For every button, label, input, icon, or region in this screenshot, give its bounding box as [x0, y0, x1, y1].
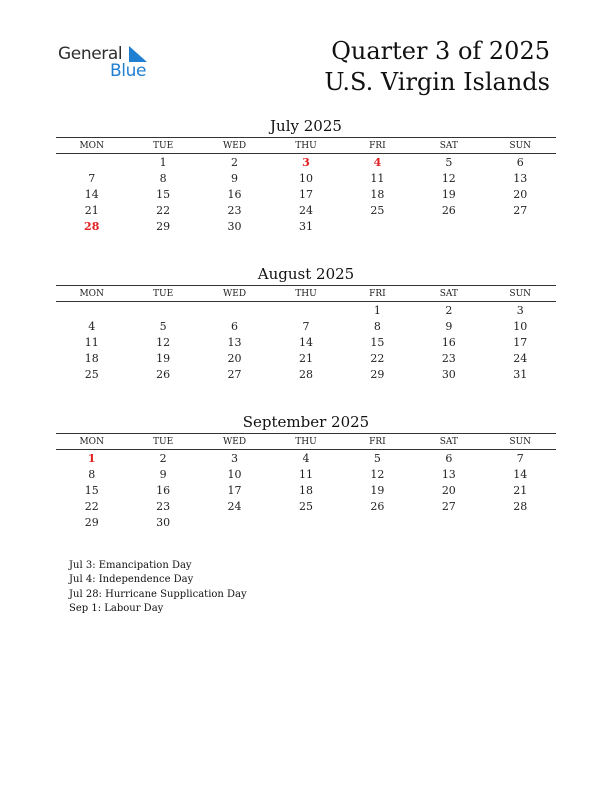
holiday-note: Jul 4: Independence Day	[69, 574, 194, 586]
day-cell: 5	[445, 155, 453, 169]
day-cell: 7	[516, 451, 524, 465]
calendar-month-july	[56, 117, 556, 234]
day-cell: 1	[373, 303, 381, 317]
weekday-label: FRI	[369, 288, 386, 299]
day-cell: 9	[159, 467, 167, 481]
generalblue-logo	[58, 44, 158, 80]
week-row	[56, 466, 556, 482]
day-cell: 21	[84, 203, 99, 217]
week-row	[56, 366, 556, 382]
weekday-label: THU	[295, 140, 317, 151]
weekday-label: THU	[295, 288, 317, 299]
day-cell: 20	[513, 187, 528, 201]
day-cell: 23	[156, 499, 171, 513]
holiday-note: Jul 28: Hurricane Supplication Day	[69, 588, 247, 600]
day-cell: 27	[227, 367, 242, 381]
weekday-label: MON	[79, 140, 104, 151]
week-row	[56, 334, 556, 350]
day-cell: 26	[441, 203, 456, 217]
day-cell: 11	[370, 171, 385, 185]
weekday-label: SAT	[439, 140, 458, 151]
week-row	[56, 450, 556, 466]
day-cell: 12	[156, 335, 171, 349]
week-row	[56, 498, 556, 514]
day-cell: 3	[302, 155, 310, 169]
day-cell: 21	[298, 351, 313, 365]
day-cell: 23	[227, 203, 242, 217]
logo-text-general: General	[58, 44, 123, 64]
calendar-month-september	[56, 413, 556, 530]
weekday-label: WED	[223, 140, 247, 151]
day-cell: 2	[159, 451, 167, 465]
day-cell: 9	[445, 319, 453, 333]
week-row	[56, 186, 556, 202]
day-cell: 18	[370, 187, 385, 201]
day-cell: 14	[84, 187, 99, 201]
day-cell: 10	[298, 171, 313, 185]
day-cell: 20	[441, 483, 456, 497]
logo-text-blue: Blue	[110, 61, 147, 81]
day-cell: 14	[298, 335, 313, 349]
title-quarter: Quarter 3 of 2025	[331, 37, 550, 65]
day-cell: 5	[373, 451, 381, 465]
day-cell: 4	[373, 155, 382, 169]
holiday-note: Sep 1: Labour Day	[69, 602, 164, 614]
day-cell: 13	[441, 467, 456, 481]
weekday-label: SUN	[509, 436, 532, 447]
day-cell: 12	[441, 171, 456, 185]
day-cell: 8	[373, 319, 381, 333]
weekday-label: MON	[79, 288, 104, 299]
day-cell: 27	[513, 203, 528, 217]
day-cell: 19	[441, 187, 456, 201]
day-cell: 4	[88, 319, 96, 333]
day-cell: 13	[227, 335, 242, 349]
day-cell: 24	[513, 351, 528, 365]
week-row	[56, 482, 556, 498]
day-cell: 31	[298, 219, 313, 233]
month-name: August 2025	[257, 265, 355, 283]
day-cell: 28	[298, 367, 313, 381]
day-cell: 16	[227, 187, 242, 201]
weekday-label: TUE	[153, 140, 174, 151]
day-cell: 9	[231, 171, 239, 185]
day-cell: 31	[513, 367, 528, 381]
weekday-label: SUN	[509, 288, 532, 299]
day-cell: 17	[227, 483, 242, 497]
weekday-label: THU	[295, 436, 317, 447]
day-cell: 30	[441, 367, 456, 381]
page-title	[324, 36, 550, 98]
logo-triangle-icon	[125, 46, 147, 62]
weekday-label: WED	[223, 436, 247, 447]
holiday-notes	[69, 559, 247, 616]
title-country: U.S. Virgin Islands	[324, 68, 550, 96]
day-cell: 30	[227, 219, 242, 233]
weekday-label: TUE	[153, 288, 174, 299]
day-cell: 16	[156, 483, 171, 497]
week-row	[56, 218, 556, 234]
day-cell: 3	[516, 303, 524, 317]
day-cell: 30	[156, 515, 171, 529]
weekday-label: SAT	[439, 288, 458, 299]
day-cell: 10	[513, 319, 528, 333]
day-cell: 22	[370, 351, 385, 365]
day-cell: 11	[84, 335, 99, 349]
week-row	[56, 302, 556, 318]
weekday-label: TUE	[153, 436, 174, 447]
month-name: July 2025	[270, 117, 342, 135]
day-cell: 23	[441, 351, 456, 365]
day-cell: 17	[513, 335, 528, 349]
day-cell: 24	[298, 203, 313, 217]
week-row	[56, 514, 556, 530]
day-cell: 19	[370, 483, 385, 497]
week-row	[56, 318, 556, 334]
day-cell: 29	[84, 515, 99, 529]
day-cell: 11	[298, 467, 313, 481]
day-cell: 22	[156, 203, 171, 217]
day-cell: 1	[87, 451, 96, 465]
day-cell: 15	[370, 335, 385, 349]
week-row	[56, 154, 556, 170]
day-cell: 26	[370, 499, 385, 513]
day-cell: 26	[156, 367, 171, 381]
day-cell: 27	[441, 499, 456, 513]
day-cell: 20	[227, 351, 242, 365]
day-cell: 5	[159, 319, 167, 333]
day-cell: 8	[159, 171, 167, 185]
weekday-label: FRI	[369, 140, 386, 151]
day-cell: 22	[84, 499, 99, 513]
day-cell: 6	[516, 155, 524, 169]
day-cell: 14	[513, 467, 528, 481]
weekday-header-row	[56, 285, 556, 302]
day-cell: 21	[513, 483, 528, 497]
month-name: September 2025	[242, 413, 370, 431]
day-cell: 24	[227, 499, 242, 513]
day-cell: 12	[370, 467, 385, 481]
day-cell: 18	[298, 483, 313, 497]
day-cell: 25	[84, 367, 99, 381]
day-cell: 17	[298, 187, 313, 201]
day-cell: 6	[231, 319, 239, 333]
day-cell: 28	[513, 499, 528, 513]
weekday-header-row	[56, 137, 556, 154]
week-row	[56, 350, 556, 366]
day-cell: 8	[88, 467, 96, 481]
day-cell: 28	[84, 219, 100, 233]
weekday-label: WED	[223, 288, 247, 299]
day-cell: 15	[156, 187, 171, 201]
day-cell: 7	[302, 319, 310, 333]
day-cell: 16	[441, 335, 456, 349]
day-cell: 3	[231, 451, 239, 465]
weekday-label: SUN	[509, 140, 532, 151]
week-row	[56, 202, 556, 218]
day-cell: 2	[445, 303, 453, 317]
day-cell: 6	[445, 451, 453, 465]
day-cell: 19	[156, 351, 171, 365]
day-cell: 29	[370, 367, 385, 381]
week-row	[56, 170, 556, 186]
day-cell: 25	[298, 499, 313, 513]
weekday-header-row	[56, 433, 556, 450]
holiday-note: Jul 3: Emancipation Day	[69, 560, 192, 571]
day-cell: 7	[88, 171, 96, 185]
day-cell: 18	[84, 351, 99, 365]
day-cell: 13	[513, 171, 528, 185]
weekday-label: SAT	[439, 436, 458, 447]
day-cell: 4	[302, 451, 310, 465]
day-cell: 29	[156, 219, 171, 233]
day-cell: 1	[159, 155, 167, 169]
day-cell: 15	[84, 483, 99, 497]
calendar-month-august	[56, 265, 556, 382]
day-cell: 25	[370, 203, 385, 217]
weekday-label: FRI	[369, 436, 386, 447]
day-cell: 2	[231, 155, 239, 169]
day-cell: 10	[227, 467, 242, 481]
weekday-label: MON	[79, 436, 104, 447]
